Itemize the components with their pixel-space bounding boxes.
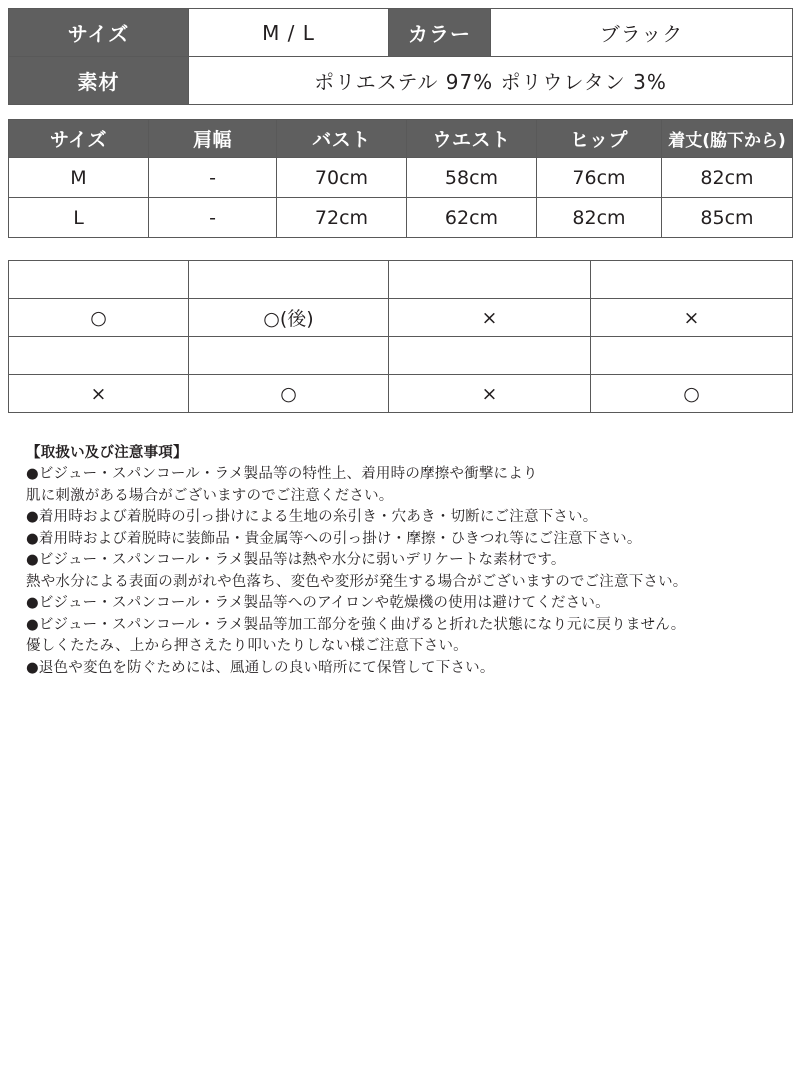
col-header-bust: バスト — [277, 120, 407, 158]
cell-hip-l: 82cm — [537, 198, 662, 238]
label-size: サイズ — [9, 9, 189, 57]
cell-bust-l: 72cm — [277, 198, 407, 238]
label-sheerness: 透け感 — [591, 261, 793, 299]
col-header-hip: ヒップ — [537, 120, 662, 158]
value-strap-detach: ○ — [591, 375, 793, 413]
value-accessory: ○ — [9, 299, 189, 337]
value-pad: × — [389, 299, 591, 337]
value-stretch: ○ — [189, 375, 389, 413]
care-note-line: ●ビジュー・スパンコール・ラメ製品等加工部分を強く曲げると折れた状態になり元に戻りません。 — [26, 616, 686, 633]
table-header-row — [9, 261, 793, 299]
care-note-line: 優しくたたみ、上から押さえたり叩いたりしない様ご注意下さい。 — [26, 638, 468, 655]
cell-waist-l: 62cm — [407, 198, 537, 238]
label-strap-detach: ストラップ着脱 — [591, 337, 793, 375]
value-color: ブラック — [491, 9, 793, 57]
col-header-waist: ウエスト — [407, 120, 537, 158]
value-lining: × — [9, 375, 189, 413]
table-row — [9, 9, 793, 57]
cell-waist-m: 58cm — [407, 158, 537, 198]
table-header-row — [9, 120, 793, 158]
care-notes — [26, 443, 792, 679]
cell-bust-m: 70cm — [277, 158, 407, 198]
table-row — [9, 57, 793, 105]
label-material: 素材 — [9, 57, 189, 105]
care-note-line: ●退色や変色を防ぐためには、風通しの良い暗所にて保管して下さい。 — [26, 659, 495, 676]
label-pocket: ポケット — [389, 337, 591, 375]
cell-shoulder-l: - — [149, 198, 277, 238]
care-note-line: ●着用時および着脱時の引っ掛けによる生地の糸引き・穴あき・切断にご注意下さい。 — [26, 509, 598, 526]
cell-size-m: M — [9, 158, 149, 198]
col-header-shoulder: 肩幅 — [149, 120, 277, 158]
cell-hip-m: 76cm — [537, 158, 662, 198]
value-zipper: ○(後) — [189, 299, 389, 337]
cell-shoulder-m: - — [149, 158, 277, 198]
care-note-line: ●ビジュー・スパンコール・ラメ製品等へのアイロンや乾燥機の使用は避けてください。 — [26, 595, 610, 612]
measurement-table — [8, 119, 793, 238]
basic-info-table — [8, 8, 793, 105]
value-material: ポリエステル 97% ポリウレタン 3% — [189, 57, 793, 105]
care-notes-title: 【取扱い及び注意事項】 — [26, 445, 188, 461]
table-row — [9, 375, 793, 413]
col-header-size: サイズ — [9, 120, 149, 158]
col-header-length: 着丈(脇下から) — [662, 120, 793, 158]
value-size: M / L — [189, 9, 389, 57]
table-row — [9, 299, 793, 337]
care-note-line: ●ビジュー・スパンコール・ラメ製品等の特性上、着用時の摩擦や衝撃により — [26, 466, 538, 483]
value-pocket: × — [389, 375, 591, 413]
cell-size-l: L — [9, 198, 149, 238]
table-row — [9, 158, 793, 198]
cell-length-m: 82cm — [662, 158, 793, 198]
feature-table — [8, 260, 793, 413]
cell-length-l: 85cm — [662, 198, 793, 238]
care-note-line: 熱や水分による表面の剥がれや色落ち、変色や変形が発生する場合がございますのでご注意下さい。 — [26, 573, 688, 590]
value-sheerness: × — [591, 299, 793, 337]
label-pad: パッド — [389, 261, 591, 299]
label-color: カラー — [389, 9, 491, 57]
label-lining: 裏地 — [9, 337, 189, 375]
label-zipper: ファスナー — [189, 261, 389, 299]
care-note-line: 肌に刺激がある場合がございますのでご注意ください。 — [26, 487, 394, 504]
table-header-row — [9, 337, 793, 375]
care-note-line: ●着用時および着脱時に装飾品・貴金属等への引っ掛け・摩擦・ひきつれ等にご注意下さい。 — [26, 530, 642, 547]
label-accessory: 付属 — [9, 261, 189, 299]
table-row — [9, 198, 793, 238]
label-stretch: 伸縮 — [189, 337, 389, 375]
care-note-line: ●ビジュー・スパンコール・ラメ製品等は熱や水分に弱いデリケートな素材です。 — [26, 552, 566, 569]
